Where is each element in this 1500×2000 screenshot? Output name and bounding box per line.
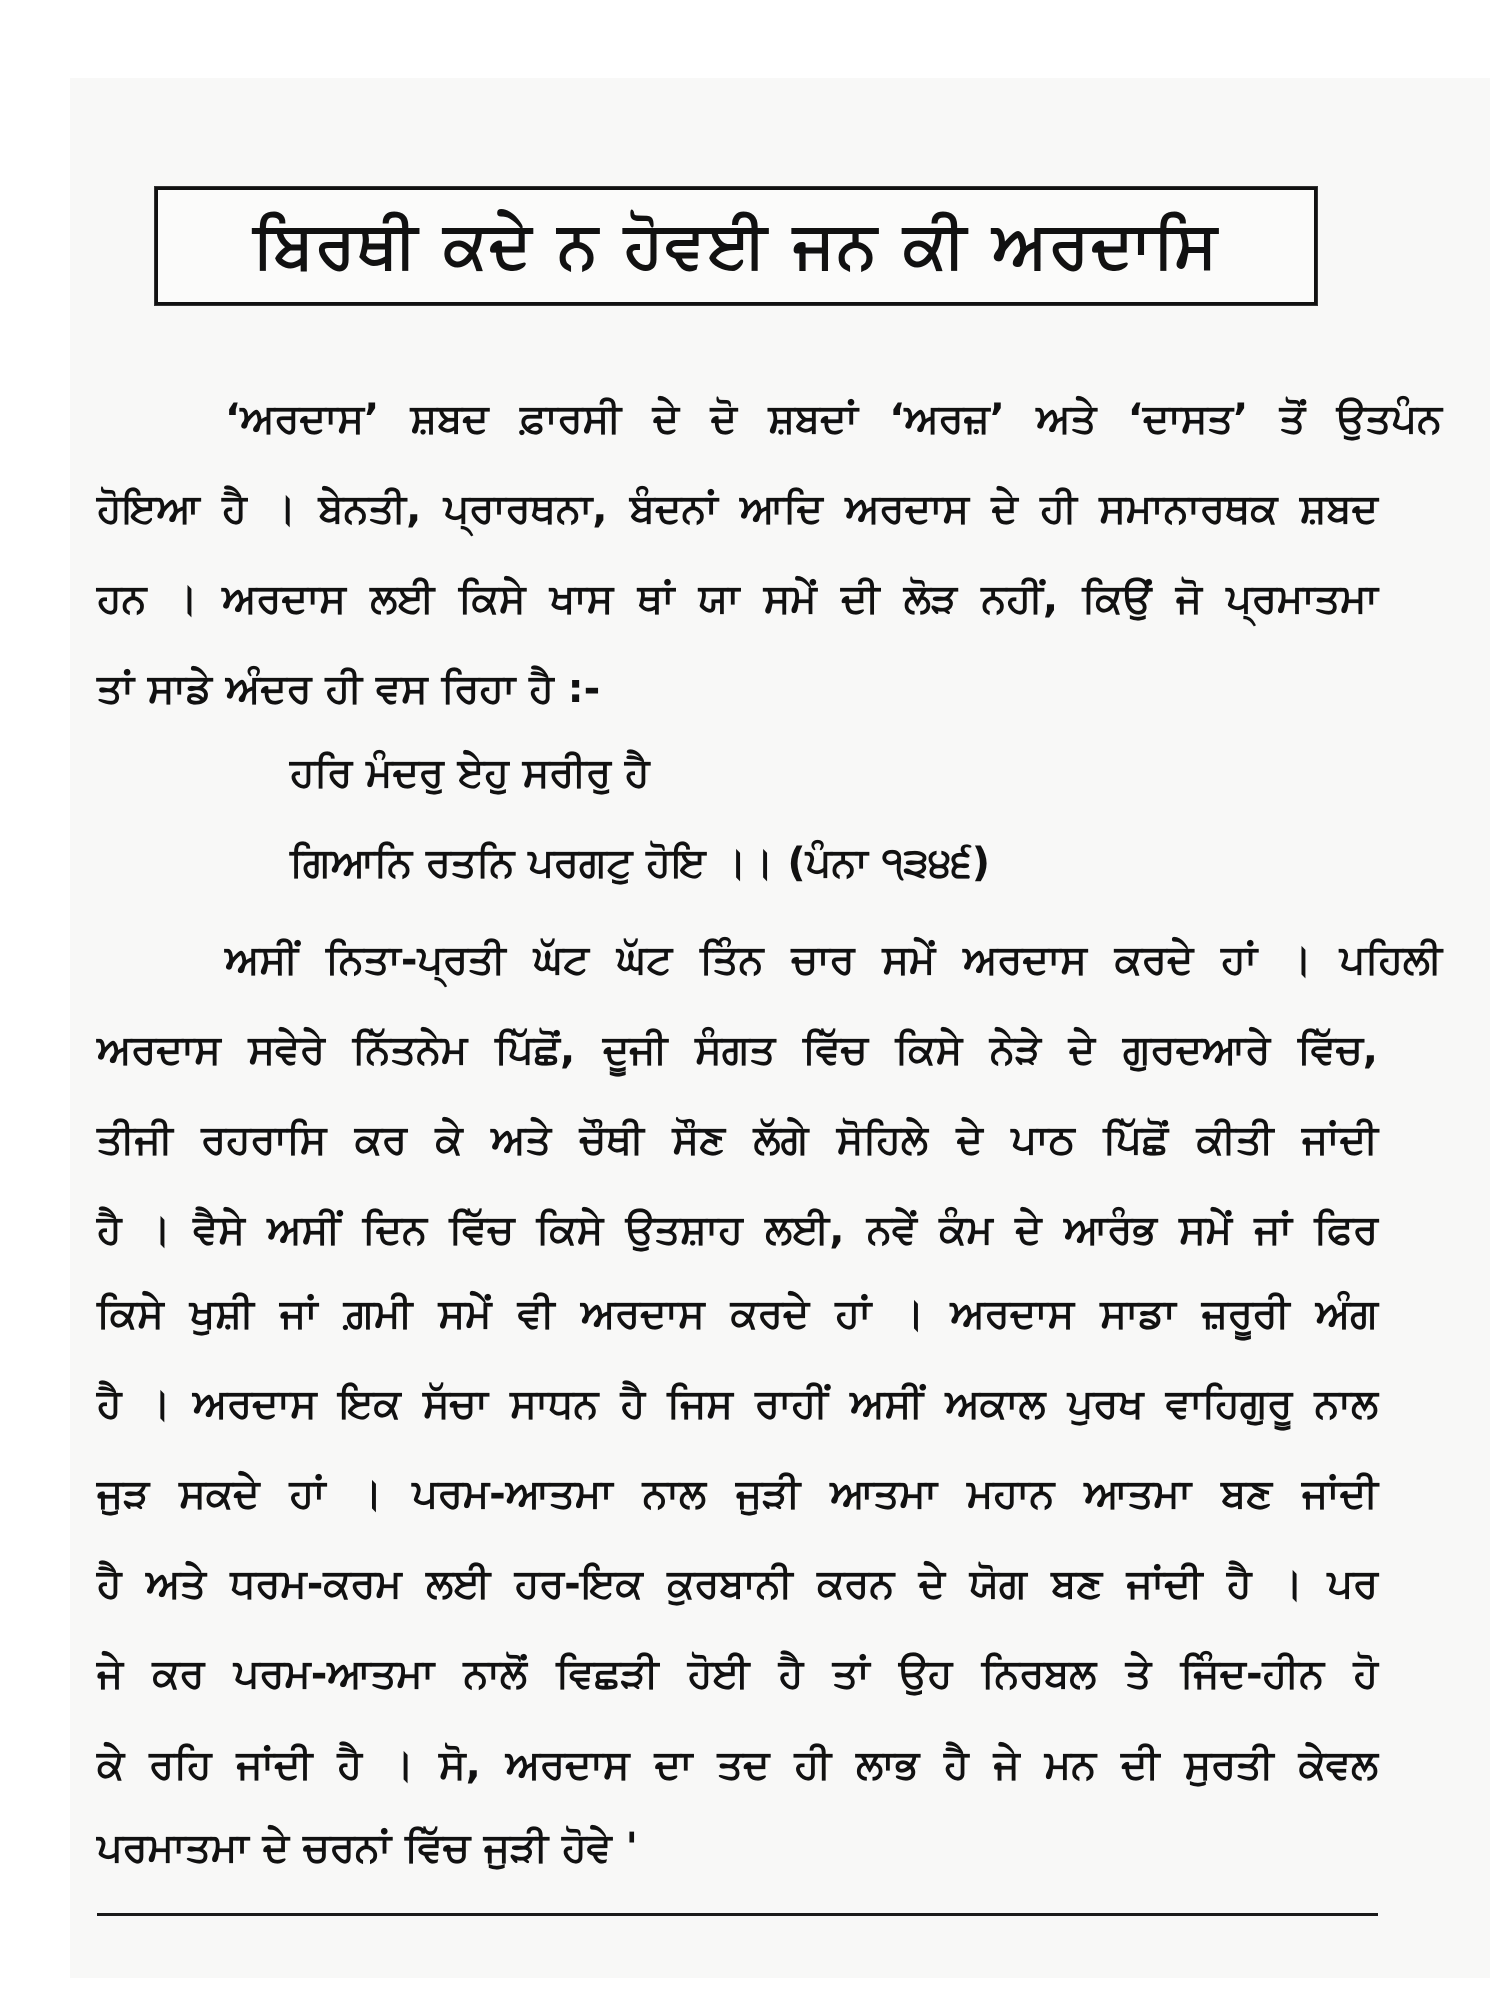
text-line: ਜੁੜ ਸਕਦੇ ਹਾਂ । ਪਰਮ-ਆਤਮਾ ਨਾਲ ਜੁੜੀ ਆਤਮਾ ਮਹਾਨ ਆਤਮਾ ਬਣ ਜਾਂਦੀ [97,1471,1378,1517]
text-line: ਪਰਮਾਤਮਾ ਦੇ ਚਰਨਾਂ ਵਿੱਚ ਜੁੜੀ ਹੋਵੇ ' [97,1825,638,1871]
text-line: ਅਸੀਂ ਨਿਤਾ-ਪ੍ਰਤੀ ਘੱਟ ਘੱਟ ਤਿੰਨ ਚਾਰ ਸਮੇਂ ਅਰਦਾਸ ਕਰਦੇ ਹਾਂ । ਪਹਿਲੀ [225,937,1442,983]
verse-line: ਹਰਿ ਮੰਦਰੁ ਏਹੁ ਸਰੀਰੁ ਹੈ [290,750,650,796]
page-title: ਬਿਰਥੀ ਕਦੇ ਨ ਹੋਵਈ ਜਨ ਕੀ ਅਰਦਾਸਿ [253,209,1219,283]
text-line: ਹੈ । ਵੈਸੇ ਅਸੀਂ ਦਿਨ ਵਿੱਚ ਕਿਸੇ ਉਤਸ਼ਾਹ ਲਈ, ਨਵੇਂ ਕੰਮ ਦੇ ਆਰੰਭ ਸਮੇਂ ਜਾਂ ਫਿਰ [97,1207,1378,1253]
text-line: ਜੇ ਕਰ ਪਰਮ-ਆਤਮਾ ਨਾਲੋਂ ਵਿਛੜੀ ਹੋਈ ਹੈ ਤਾਂ ਉਹ ਨਿਰਬਲ ਤੇ ਜਿੰਦ-ਹੀਨ ਹੋ [97,1651,1378,1697]
text-line: ਹੈ । ਅਰਦਾਸ ਇਕ ਸੱਚਾ ਸਾਧਨ ਹੈ ਜਿਸ ਰਾਹੀਂ ਅਸੀਂ ਅਕਾਲ ਪੁਰਖ ਵਾਹਿਗੁਰੂ ਨਾਲ [97,1381,1378,1427]
text-line: ਕੇ ਰਹਿ ਜਾਂਦੀ ਹੈ । ਸੋ, ਅਰਦਾਸ ਦਾ ਤਦ ਹੀ ਲਾਭ ਹੈ ਜੇ ਮਨ ਦੀ ਸੁਰਤੀ ਕੇਵਲ [97,1742,1378,1788]
title-box [155,187,1317,305]
text-line: ਹਨ । ਅਰਦਾਸ ਲਈ ਕਿਸੇ ਖਾਸ ਥਾਂ ਯਾ ਸਮੇਂ ਦੀ ਲੋੜ ਨਹੀਂ, ਕਿਉਂ ਜੋ ਪ੍ਰਮਾਤਮਾ [97,576,1378,622]
verse-line: ਗਿਆਨਿ ਰਤਨਿ ਪਰਗਟੁ ਹੋਇ ।। (ਪੰਨਾ ੧੩੪੬) [290,840,991,886]
text-line: ਤਾਂ ਸਾਡੇ ਅੰਦਰ ਹੀ ਵਸ ਰਿਹਾ ਹੈ :- [97,666,601,712]
text-line: ਕਿਸੇ ਖੁਸ਼ੀ ਜਾਂ ਗ਼ਮੀ ਸਮੇਂ ਵੀ ਅਰਦਾਸ ਕਰਦੇ ਹਾਂ । ਅਰਦਾਸ ਸਾਡਾ ਜ਼ਰੂਰੀ ਅੰਗ [97,1291,1378,1337]
text-line: ‘ਅਰਦਾਸ’ ਸ਼ਬਦ ਫ਼ਾਰਸੀ ਦੇ ਦੋ ਸ਼ਬਦਾਂ ‘ਅਰਜ਼’ ਅਤੇ ‘ਦਾਸਤ’ ਤੋਂ ਉਤਪੰਨ [225,396,1442,442]
footer-rule [97,1913,1378,1916]
text-line: ਹੋਇਆ ਹੈ । ਬੇਨਤੀ, ਪ੍ਰਾਰਥਨਾ, ਬੰਦਨਾਂ ਆਦਿ ਅਰਦਾਸ ਦੇ ਹੀ ਸਮਾਨਾਰਥਕ ਸ਼ਬਦ [97,486,1378,532]
text-line: ਅਰਦਾਸ ਸਵੇਰੇ ਨਿੱਤਨੇਮ ਪਿੱਛੋਂ, ਦੂਜੀ ਸੰਗਤ ਵਿੱਚ ਕਿਸੇ ਨੇੜੇ ਦੇ ਗੁਰਦਆਰੇ ਵਿੱਚ, [97,1027,1378,1073]
text-line: ਹੈ ਅਤੇ ਧਰਮ-ਕਰਮ ਲਈ ਹਰ-ਇਕ ਕੁਰਬਾਨੀ ਕਰਨ ਦੇ ਯੋਗ ਬਣ ਜਾਂਦੀ ਹੈ । ਪਰ [97,1561,1378,1607]
text-line: ਤੀਜੀ ਰਹਰਾਸਿ ਕਰ ਕੇ ਅਤੇ ਚੌਥੀ ਸੌਣ ਲੱਗੇ ਸੋਹਿਲੇ ਦੇ ਪਾਠ ਪਿੱਛੋਂ ਕੀਤੀ ਜਾਂਦੀ [97,1117,1378,1163]
